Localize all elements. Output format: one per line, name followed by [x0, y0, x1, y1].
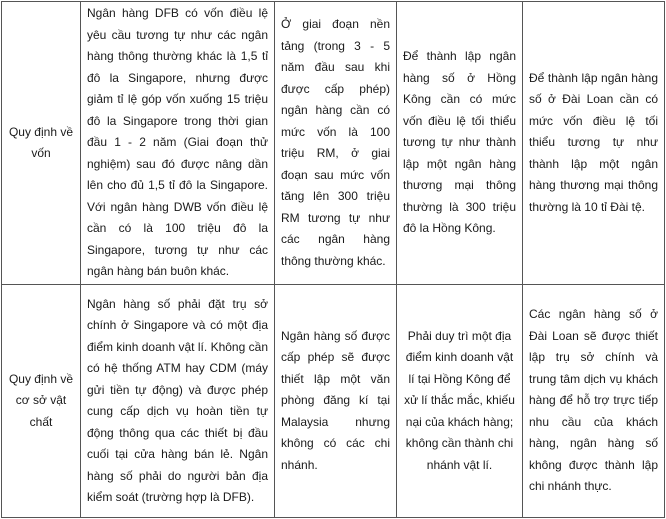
cell-hongkong-facilities: Phải duy trì một địa điểm kinh doanh vật lí tại Hồng Kông để xử lí thắc mắc, khiếu nại của khách hàng; không cần thành chi nhánh vật lí.: [397, 285, 523, 518]
cell-singapore-facilities: Ngân hàng số phải đặt trụ sở chính ở Singapore và có một địa điểm kinh doanh vật lí. Không cần có hệ thống ATM hay CDM (máy gửi tiền tự động) và được phép cung cấp dịch vụ hoàn tiền tự động thông qua các thiết bị đầu cuối tại cửa hàng bán lẻ. Ngân hàng số phải do người bản địa kiểm soát (trường hợp là DFB).: [81, 285, 275, 518]
cell-malaysia-facilities: Ngân hàng số được cấp phép sẽ được thiết lập một văn phòng đăng kí tại Malaysia nhưng không có các chi nhánh.: [275, 285, 397, 518]
table-row-facilities: [2, 285, 665, 518]
regulation-comparison-table: [1, 1, 665, 518]
cell-taiwan-capital: Để thành lập ngân hàng số ở Đài Loan cần có mức vốn điều lệ tối thiểu tương tự như thành lập một ngân hàng thương mại thông thường là 10 tỉ Đài tệ.: [523, 2, 665, 285]
cell-malaysia-capital: Ở giai đoạn nền tảng (trong 3 - 5 năm đầu sau khi được cấp phép) ngân hàng cần có mức vốn là 100 triệu RM, ở giai đoạn sau mức vốn tăng lên 300 triệu RM tương tự như các ngân hàng thông thường khác.: [275, 2, 397, 285]
cell-hongkong-capital: Để thành lập ngân hàng số ở Hồng Kông cần có mức vốn điều lệ tối thiểu tương tự như thành lập một ngân hàng thương mại thông thường là 300 triệu đô la Hồng Kông.: [397, 2, 523, 285]
cell-singapore-capital: Ngân hàng DFB có vốn điều lệ yêu cầu tương tự như các ngân hàng thông thường khác là 1,5 tỉ đô la Singapore, nhưng được giảm tỉ lệ góp vốn xuống 15 triệu đô la Singapore trong thời gian đầu 1 - 2 năm (Giai đoạn thử nghiệm) sau đó được nâng dần lên cho đủ 1,5 tỉ đô la Singapore. Với ngân hàng DWB vốn điều lệ cần có là 100 triệu đô la Singapore, tương tự như các ngân hàng bán buôn khác.: [81, 2, 275, 285]
cell-taiwan-facilities: Các ngân hàng số ở Đài Loan sẽ được thiết lập trụ sở chính và trung tâm dịch vụ khách hàng để hỗ trợ trực tiếp nhu cầu của khách hàng, ngân hàng số không được thành lập chi nhánh thực.: [523, 285, 665, 518]
table-row-capital: [2, 2, 665, 285]
row-header-capital: Quy định về vốn: [2, 2, 81, 285]
row-header-facilities: Quy định về cơ sở vật chất: [2, 285, 81, 518]
